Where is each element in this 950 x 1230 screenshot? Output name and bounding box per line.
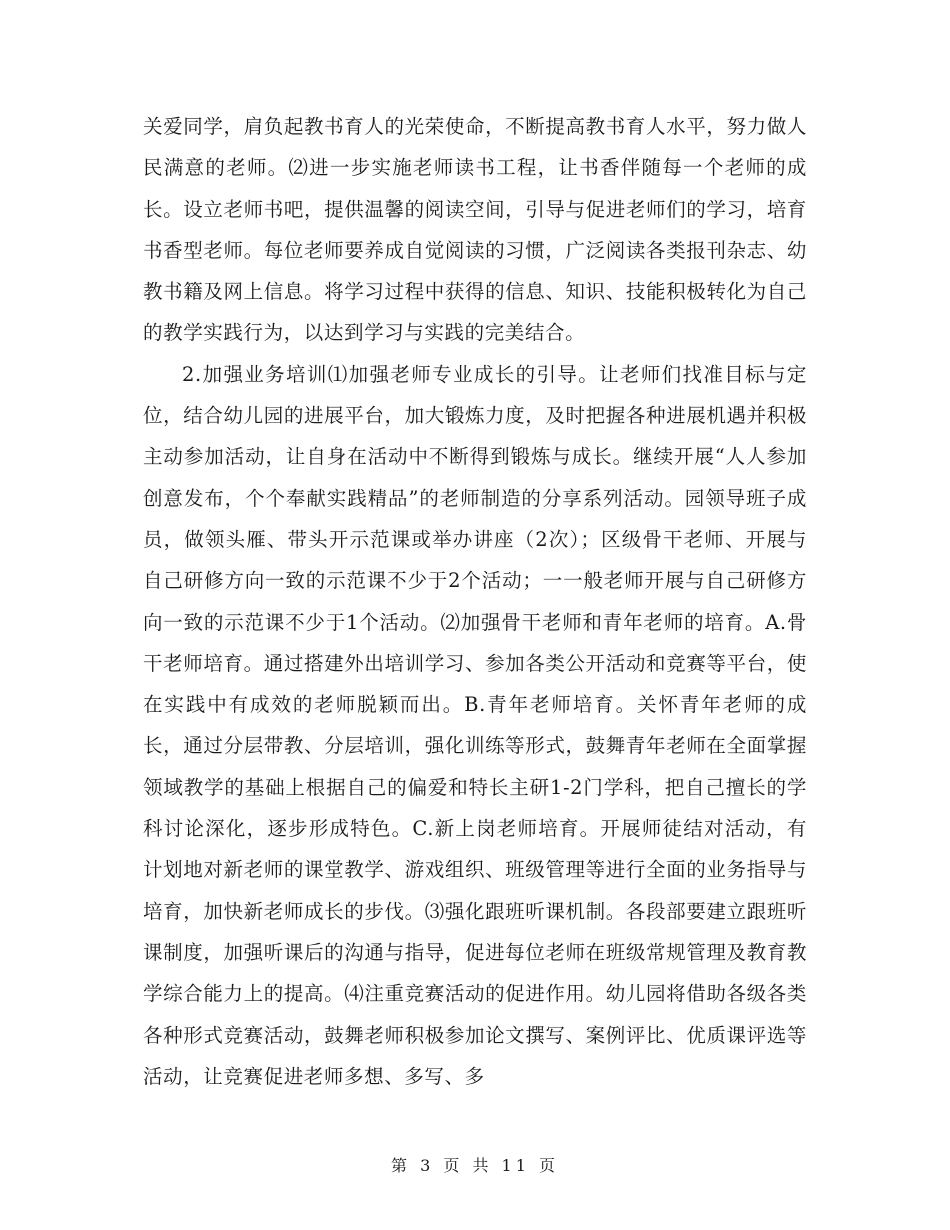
page-footer [0,1153,950,1176]
page-number: 第 3 页 共 11 页 [391,1156,559,1175]
document-body [143,106,807,1097]
paragraph-1: 关爱同学，肩负起教书育人的光荣使命，不断提高教书育人水平，努力做人民满意的老师。⑵进一步实施老师读书工程，让书香伴随每一个老师的成长。设立老师书吧，提供温馨的阅读空间，引导与促进老师们的学习，培育书香型老师。每位老师要养成自觉阅读的习惯，广泛阅读各类报刊杂志、幼教书籍及网上信息。将学习过程中获得的信息、知识、技能积极转化为自己的教学实践行为，以达到学习与实践的完美结合。 [143,115,807,345]
paragraph-2: 2.加强业务培训⑴加强老师专业成长的引导。让老师们找准目标与定位，结合幼儿园的进展平台，加大锻炼力度，及时把握各种进展机遇并积极主动参加活动，让自身在活动中不断得到锻炼与成长。继续开展“人人参加创意发布，个个奉献实践精品”的老师制造的分享系列活动。园领导班子成员，做领头雁、带头开示范课或举办讲座（2次）；区级骨干老师、开展与自己研修方向一致的示范课不少于2个活动；一一般老师开展与自己研修方向一致的示范课不少于1个活动。⑵加强骨干老师和青年老师的培育。A.骨干老师培育。通过搭建外出培训学习、参加各类公开活动和竞赛等平台，使在实践中有成效的老师脱颖而出。B.青年老师培育。关怀青年老师的成长，通过分层带教、分层培训，强化训练等形式，鼓舞青年老师在全面掌握领域教学的基础上根据自己的偏爱和特长主研1-2门学科，把自己擅长的学科讨论深化，逐步形成特色。C.新上岗老师培育。开展师徒结对活动，有计划地对新老师的课堂教学、游戏组织、班级管理等进行全面的业务指导与培育，加快新老师成长的步伐。⑶强化跟班听课机制。各段部要建立跟班听课制度，加强听课后的沟通与指导，促进每位老师在班级常规管理及教育教学综合能力上的提高。⑷注重竞赛活动的促进作用。幼儿园将借助各级各类各种形式竞赛活动，鼓舞老师积极参加论文撰写、案例评比、优质课评选等活动，让竞赛促进老师多想、多写、多 [143,362,807,1088]
